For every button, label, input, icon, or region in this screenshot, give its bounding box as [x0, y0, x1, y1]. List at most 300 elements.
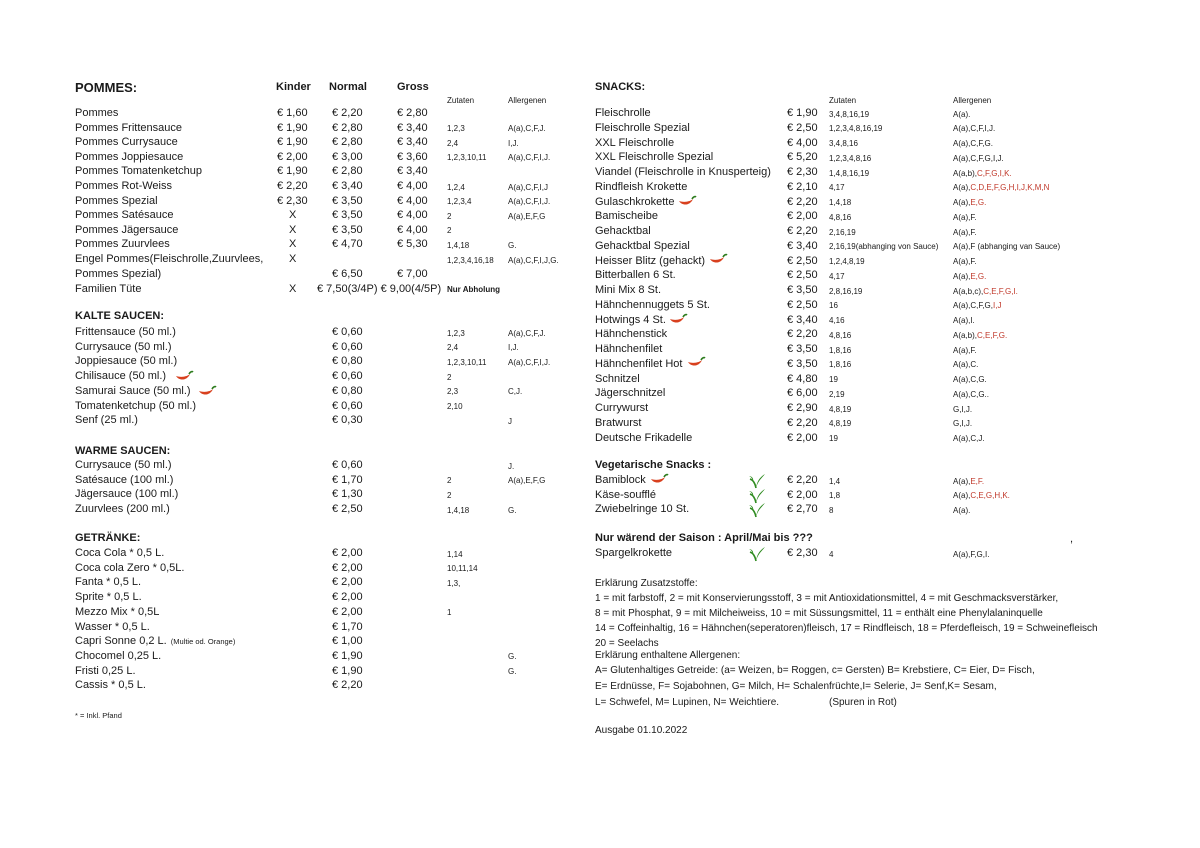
- pommes-item-zutaten: 1,2,3,4: [447, 197, 472, 207]
- kalte-sauce-zutaten: 1,2,3: [447, 328, 465, 338]
- kalte-sauce-name: Tomatenketchup (50 ml.): [75, 399, 197, 412]
- kalte-sauce-name: Samurai Sauce (50 ml.): [75, 384, 191, 397]
- veg-snack-allergenen-text: A(a),: [953, 476, 971, 486]
- snack-allergenen: [953, 391, 989, 399]
- snack-zutaten: 2,16,19(abhanging von Sauce): [829, 242, 939, 252]
- snack-price: € 5,20: [787, 151, 818, 164]
- getraenk-name: Sprite * 0,5 L.: [75, 591, 142, 604]
- snack-price: € 3,40: [787, 239, 818, 252]
- snack-price: € 2,50: [787, 269, 818, 282]
- snack-allergenen-text: A(a),C,G.: [953, 375, 987, 384]
- snack-price: € 2,20: [787, 225, 818, 237]
- snack-price: € 2,20: [787, 195, 818, 208]
- kalte-sauce-price: € 0,60: [332, 399, 363, 412]
- pommes-item-kinder-price: € 1,90: [277, 136, 308, 149]
- snack-name: Schnitzel: [595, 372, 640, 385]
- veg-snack-price: € 2,20: [787, 474, 818, 486]
- snack-price: € 2,00: [787, 431, 818, 444]
- pommes-title: POMMES:: [75, 80, 138, 95]
- pommes-item-zutaten: 1,2,3,4,16,18: [447, 255, 494, 265]
- pommes-item-gross-price: € 4,00: [397, 223, 428, 236]
- snack-allergenen-traces: C,F,G,I,K.: [977, 168, 1012, 178]
- snack-name: Hähnchenstick: [595, 328, 668, 341]
- getraenk-name: Coca cola Zero * 0,5L.: [75, 561, 185, 574]
- pommes-item-zutaten: 2,4: [447, 138, 459, 148]
- snack-allergenen: [953, 302, 1001, 310]
- warme-sauce-name: Satésauce (100 ml.): [75, 473, 174, 486]
- snack-allergenen: [953, 243, 1060, 251]
- pommes-item-normal-price: € 3,50: [332, 209, 363, 222]
- snack-allergenen-text: A(a),: [953, 271, 971, 281]
- snack-zutaten: 3,4,8,16,19: [829, 109, 870, 119]
- snack-name: Deutsche Frikadelle: [595, 431, 693, 444]
- veg-snack-name: Zwiebelringe 10 St.: [595, 503, 690, 516]
- getraenk-zutaten: 1,3,: [447, 578, 461, 588]
- pommes-item-name: Pommes Joppiesauce: [75, 150, 184, 163]
- getraenk-name: Cassis * 0,5 L.: [75, 679, 146, 692]
- pommes-item-name: Pommes: [75, 107, 119, 119]
- familien-kinder: X: [289, 283, 297, 296]
- warme-sauce-zutaten: 2: [447, 476, 452, 486]
- snack-zutaten: 19: [829, 375, 838, 384]
- allergenen-line: E= Erdnüsse, F= Sojabohnen, G= Milch, H= Schalenfrüchte,I= Selerie, J= Senf,K= Sesam,: [595, 681, 997, 692]
- pommes-item-name: Pommes Jägersauce: [75, 223, 179, 236]
- pommes-item-zutaten: 1,2,4: [447, 182, 465, 192]
- snack-allergenen: [953, 347, 977, 355]
- pommes-item-kinder-price: X: [289, 253, 297, 265]
- snack-allergenen: [953, 184, 1049, 192]
- spuren-note: (Spuren in Rot): [829, 697, 897, 708]
- getraenk-price: € 1,70: [332, 620, 363, 633]
- getraenk-zutaten: 10,11,14: [447, 564, 478, 574]
- getraenk-price: € 2,00: [332, 605, 363, 618]
- snack-zutaten: 1,2,4,8,19: [829, 257, 865, 266]
- snack-allergenen-text: A(a),: [953, 183, 971, 193]
- snack-price: € 2,50: [787, 254, 818, 267]
- snack-zutaten: 1,8,16: [829, 360, 852, 370]
- snack-allergenen-text: A(a),F.: [953, 212, 977, 222]
- snack-price: € 3,50: [787, 284, 818, 296]
- snack-zutaten: 4,8,16: [829, 212, 852, 222]
- kalte-sauce-allergenen: C,J.: [508, 387, 523, 397]
- getraenk-name: Wasser * 0,5 L.: [75, 620, 150, 633]
- snack-name: Gehacktbal Spezial: [595, 239, 690, 252]
- snack-allergenen-text: A(a),F.: [953, 257, 977, 266]
- kalte-sauce-name: Frittensauce (50 ml.): [75, 326, 176, 338]
- snack-allergenen-text: A(a),C,F,G,: [953, 301, 994, 311]
- chili-icon: [686, 356, 706, 368]
- veg-snack-allergenen: [953, 478, 984, 486]
- pommes-item-gross-price: € 3,40: [397, 136, 428, 149]
- warme-sauce-allergenen: A(a),E,F,G: [508, 476, 546, 486]
- kalte-sauce-price: € 0,60: [332, 340, 363, 353]
- pommes-item-gross-price: € 5,30: [397, 238, 428, 251]
- pommes-item-gross-price: € 3,40: [397, 121, 428, 134]
- getraenk-zutaten: 1,14: [447, 549, 463, 559]
- snack-allergenen: [953, 140, 993, 148]
- snack-price: € 2,90: [787, 402, 818, 414]
- snack-zutaten: 3,4,8,16: [829, 139, 858, 148]
- warme-sauce-allergenen: G.: [508, 505, 517, 515]
- saison-snack-name: Spargelkrokette: [595, 547, 673, 559]
- pommes-item-kinder-price: € 1,90: [277, 165, 308, 178]
- snack-price: € 4,00: [787, 136, 818, 149]
- saison-snack-zutaten: 4: [829, 549, 834, 559]
- snack-price: € 2,00: [787, 210, 818, 223]
- veg-snack-allergenen: [953, 492, 1010, 500]
- snack-allergenen-traces: I,J: [993, 301, 1002, 311]
- snack-allergenen: [953, 155, 1004, 163]
- warme-sauce-name: Zuurvlees (200 ml.): [75, 503, 170, 516]
- snack-name: Fleischrolle Spezial: [595, 121, 690, 134]
- pommes-item-normal-price: € 2,80: [332, 136, 363, 149]
- snack-zutaten: 1,4,8,16,19: [829, 168, 870, 178]
- snack-allergenen-text: A(a),C,F,G.: [953, 139, 994, 148]
- kalte-sauce-name: Chilisauce (50 ml.): [75, 370, 167, 383]
- snack-price: € 3,40: [787, 313, 818, 326]
- pommes-item-name: Pommes Currysauce: [75, 136, 178, 149]
- getraenke-title: GETRÄNKE:: [75, 532, 141, 544]
- pommes-item-kinder-price: € 2,20: [277, 180, 308, 192]
- snack-name: Rindfleish Krokette: [595, 180, 688, 193]
- pommes-item-allergenen: A(a),C,F,I,J.: [508, 197, 551, 207]
- snack-allergenen: [953, 406, 972, 414]
- pommes-item-normal-price: € 3,00: [332, 150, 363, 163]
- pommes-item-allergenen: A(a),C,F,I,J: [508, 182, 549, 192]
- saison-snack-allergenen: [953, 551, 989, 559]
- snack-allergenen: [953, 420, 972, 428]
- snack-name: Bitterballen 6 St.: [595, 269, 676, 282]
- snack-allergenen-text: A(a),C,F,I,J.: [953, 124, 996, 134]
- veg-snack-price: € 2,70: [787, 503, 818, 516]
- snack-allergenen-traces: E,G.: [970, 271, 987, 281]
- snack-price: € 2,30: [787, 166, 818, 178]
- veg-snack-allergenen-traces: E,F.: [970, 476, 985, 486]
- pommes-item-gross-price: € 4,00: [397, 180, 428, 192]
- getraenk-zutaten: 1: [447, 608, 452, 618]
- pommes-item-normal-price: € 2,80: [332, 165, 363, 178]
- chili-icon: [708, 253, 728, 265]
- snack-allergenen-traces: C,E,F,G,I.: [983, 286, 1018, 296]
- ausgabe-date: Ausgabe 01.10.2022: [595, 725, 688, 736]
- footnote-pfand: * = Inkl. Pfand: [75, 711, 122, 720]
- getraenk-name: Coca Cola * 0,5 L.: [75, 547, 165, 559]
- veg-snack-name: Käse-soufflé: [595, 488, 656, 501]
- zusatzstoffe-title: Erklärung Zusatzstoffe:: [595, 578, 698, 589]
- snack-name: Gulaschkrokette: [595, 195, 675, 208]
- pommes-item-name: Pommes Satésauce: [75, 209, 174, 222]
- getraenk-price: € 1,00: [332, 635, 363, 648]
- kalte-sauce-allergenen: J: [508, 416, 512, 426]
- snack-allergenen: [953, 111, 970, 119]
- pommes-item-kinder-price: € 1,90: [277, 121, 308, 134]
- snack-allergenen-text: A(a),C,F,G,I,J.: [953, 153, 1004, 163]
- kalte-sauce-allergenen: A(a),C,F,I,J.: [508, 357, 551, 367]
- snack-name: Bamischeibe: [595, 210, 658, 223]
- warme-sauce-price: € 2,50: [332, 503, 363, 516]
- snack-allergenen-text: A(a,b),: [953, 168, 978, 178]
- pommes-item-name: Pommes Zuurvlees: [75, 238, 170, 251]
- snack-price: € 2,20: [787, 328, 818, 341]
- kalte-sauce-zutaten: 1,2,3,10,11: [447, 357, 487, 367]
- snack-allergenen-text: A(a),F (abhanging van Sauce): [953, 242, 1061, 252]
- pommes-item-allergenen: A(a),C,F,I,J,G.: [508, 255, 559, 265]
- snack-allergenen-traces: C,E,F,G.: [977, 330, 1008, 340]
- warme-sauce-zutaten: 2: [447, 490, 452, 500]
- snack-price: € 3,50: [787, 357, 818, 370]
- snack-allergenen: [953, 258, 977, 266]
- pommes-item-kinder-price: € 1,60: [277, 107, 308, 119]
- pommes-item-normal-price: € 4,70: [332, 238, 363, 251]
- warme-sauce-allergenen: J.: [508, 461, 515, 471]
- chili-icon: [649, 473, 669, 485]
- getraenk-label: Capri Sonne 0,2 L.: [75, 635, 167, 648]
- snack-zutaten: 4,8,16: [829, 330, 852, 340]
- kalte-sauce-allergenen: A(a),C,F,J.: [508, 328, 546, 338]
- getraenk-allergenen: G.: [508, 667, 517, 677]
- kalte-sauce-zutaten: 2,10: [447, 402, 463, 411]
- snack-name: XXL Fleischrolle Spezial: [595, 151, 714, 164]
- warme-sauce-price: € 1,70: [332, 473, 363, 486]
- getraenk-price: € 2,00: [332, 591, 363, 604]
- pommes-item-name: Pommes Spezial: [75, 194, 158, 207]
- snack-name: Jägerschnitzel: [595, 387, 666, 400]
- getraenk-price: € 1,90: [332, 664, 363, 677]
- snack-allergenen-text: A(a),F.: [953, 345, 977, 355]
- snack-allergenen: [953, 214, 977, 222]
- snack-zutaten: 16: [829, 301, 838, 311]
- snack-price: € 2,50: [787, 121, 818, 134]
- snack-zutaten: 2,8,16,19: [829, 286, 863, 296]
- snack-allergenen-text: A(a).: [953, 109, 971, 119]
- getraenk-name: Mezzo Mix * 0,5L: [75, 605, 160, 618]
- saison-title: Nur wärend der Saison : April/Mai bis ???: [595, 532, 813, 544]
- getraenk-variant: (Multie od. Orange): [170, 637, 236, 647]
- pommes-item-gross-price: € 7,00: [397, 267, 428, 280]
- snack-name: Bratwurst: [595, 416, 642, 429]
- getraenk-name: [75, 636, 235, 647]
- vegetarische-title: Vegetarische Snacks :: [595, 459, 712, 471]
- col-normal-header: Normal: [329, 81, 367, 93]
- snack-zutaten: 4,16: [829, 316, 845, 325]
- pommes-item-name: Pommes Frittensauce: [75, 121, 182, 134]
- snack-allergenen-traces: C,D,E,F,G,H,I,J,K,M,N: [970, 183, 1050, 193]
- snack-allergenen-text: G,I,J.: [953, 404, 973, 414]
- pommes-item-normal-price: € 2,80: [332, 121, 363, 134]
- snack-price: € 3,50: [787, 343, 818, 355]
- pommes-item-zutaten: 1,2,3,10,11: [447, 153, 487, 163]
- snack-zutaten: 4,17: [829, 183, 845, 193]
- pommes-item-name: Pommes Tomatenketchup: [75, 165, 202, 178]
- snacks-col-zutaten-header: Zutaten: [829, 96, 857, 105]
- kalte-sauce-zutaten: 2: [447, 372, 452, 382]
- pommes-item-allergenen: G.: [508, 240, 517, 250]
- snack-allergenen: [953, 332, 1007, 340]
- snack-allergenen-traces: E,G.: [970, 198, 987, 207]
- snack-allergenen: [953, 435, 985, 443]
- getraenk-price: € 1,90: [332, 649, 363, 662]
- snack-name: Mini Mix 8 St.: [595, 284, 662, 296]
- chili-icon: [668, 313, 688, 325]
- veg-snack-allergenen: [953, 507, 970, 515]
- pommes-item-gross-price: € 2,80: [397, 107, 428, 119]
- snack-allergenen-text: A(a),C.: [953, 360, 979, 370]
- snack-name: Hähnchenfilet: [595, 343, 663, 355]
- snack-allergenen: [953, 273, 986, 281]
- warme-sauce-zutaten: 1,4,18: [447, 505, 470, 515]
- snack-name: Hähnchennuggets 5 St.: [595, 298, 710, 311]
- warme-sauce-price: € 1,30: [332, 488, 363, 501]
- snack-price: € 1,90: [787, 107, 818, 119]
- kalte-sauce-allergenen: I,J.: [508, 343, 519, 353]
- kalte-sauce-zutaten: 2,3: [447, 387, 459, 397]
- snack-allergenen: [953, 361, 978, 369]
- snack-allergenen: [953, 317, 975, 325]
- snacks-col-allergenen-header: Allergenen: [953, 96, 992, 105]
- snack-name: Hähnchenfilet Hot: [595, 357, 683, 370]
- snack-price: € 6,00: [787, 387, 818, 400]
- pommes-item-zutaten: 1,2,3: [447, 124, 465, 134]
- leaf-icon: [748, 502, 766, 518]
- pommes-item-gross-price: € 3,60: [397, 150, 428, 163]
- kalte-sauce-name: Joppiesauce (50 ml.): [75, 355, 178, 368]
- snack-allergenen: [953, 125, 995, 133]
- chili-icon: [677, 195, 697, 207]
- zusatzstoffe-line: 8 = mit Phosphat, 9 = mit Milcheiweiss, 10 = mit Süssungsmittel, 11 = enthält eine Phenylalaninquelle: [595, 608, 1043, 619]
- snacks-title: SNACKS:: [595, 81, 646, 93]
- col-gross-header: Gross: [397, 81, 429, 93]
- pommes-item-kinder-price: X: [289, 223, 297, 236]
- snack-name: Heisser Blitz (gehackt): [595, 254, 706, 267]
- pommes-item-normal-price: € 3,50: [332, 194, 363, 207]
- snack-allergenen-text: A(a),: [953, 198, 971, 207]
- snack-price: € 2,50: [787, 298, 818, 311]
- kalte-sauce-name: Senf (25 ml.): [75, 414, 138, 427]
- familien-prices: € 7,50(3/4P) € 9,00(4/5P): [317, 283, 442, 296]
- snack-name: Fleischrolle: [595, 107, 651, 119]
- snack-allergenen-text: A(a),C,J.: [953, 434, 985, 443]
- snack-zutaten: 1,2,3,4,8,16: [829, 153, 872, 163]
- snack-name: Currywurst: [595, 402, 649, 414]
- veg-snack-zutaten: 1,8: [829, 491, 841, 501]
- pommes-item-kinder-price: € 2,00: [277, 150, 308, 163]
- veg-snack-zutaten: 8: [829, 505, 834, 515]
- snack-allergenen-text: G,I,J.: [953, 419, 973, 429]
- pommes-item-gross-price: € 4,00: [397, 209, 428, 222]
- veg-snack-allergenen-text: A(a).: [953, 505, 971, 515]
- familien-note: Nur Abholung: [447, 285, 501, 295]
- snack-zutaten: 1,8,16: [829, 345, 852, 355]
- warme-sauce-price: € 0,60: [332, 459, 363, 471]
- snack-allergenen-text: A(a,b),: [953, 330, 978, 340]
- pommes-item-allergenen: A(a),C,F,J.: [508, 124, 546, 134]
- col-kinder-header: Kinder: [276, 81, 311, 93]
- snack-price: € 2,20: [787, 416, 818, 429]
- leaf-icon: [748, 546, 766, 562]
- saison-comma: ,: [1070, 533, 1074, 545]
- snack-name: Viandel (Fleischrolle in Knusperteig): [595, 166, 771, 178]
- snack-name: Hotwings 4 St.: [595, 313, 666, 326]
- zusatzstoffe-line: 14 = Coffeinhaltig, 16 = Hähnchen(seperatoren)fleisch, 17 = Rindfleisch, 18 = Pferdefleisch, 19 = Schweinefleisch: [595, 623, 1098, 634]
- chili-icon: [174, 370, 194, 382]
- pommes-item-gross-price: € 3,40: [397, 165, 428, 178]
- pommes-item-gross-price: € 4,00: [397, 194, 428, 207]
- pommes-item-name: Pommes Rot-Weiss: [75, 180, 172, 192]
- pommes-item-zutaten: 2: [447, 226, 452, 236]
- getraenk-price: € 2,20: [332, 679, 363, 692]
- leaf-icon: [748, 473, 766, 489]
- getraenk-allergenen: G.: [508, 652, 517, 662]
- pommes-item-allergenen: A(a),C,F,I,J.: [508, 153, 551, 163]
- snack-name: XXL Fleischrolle: [595, 136, 675, 149]
- getraenk-price: € 2,00: [332, 576, 363, 589]
- kalte-sauce-price: € 0,80: [332, 355, 363, 368]
- snack-zutaten: 4,8,19: [829, 404, 852, 414]
- leaf-icon: [748, 488, 766, 504]
- pommes-item-kinder-price: X: [289, 209, 297, 222]
- pommes-item-name: Pommes Spezial): [75, 267, 162, 280]
- snack-zutaten: 4,17: [829, 271, 845, 281]
- snack-allergenen-text: A(a),I.: [953, 316, 975, 325]
- kalte-sauce-price: € 0,30: [332, 414, 363, 427]
- snack-allergenen-text: A(a),C,G..: [953, 389, 990, 399]
- pommes-item-normal-price: € 6,50: [332, 267, 363, 280]
- snack-zutaten: 4,8,19: [829, 419, 852, 429]
- snack-zutaten: 2,19: [829, 389, 845, 399]
- allergenen-line: A= Glutenhaltiges Getreide: (a= Weizen, b= Roggen, c= Gersten) B= Krebstiere, C= Eier, D= Fisch,: [595, 665, 1035, 676]
- veg-snack-name: Bamiblock: [595, 474, 646, 486]
- kalte-sauce-name: Currysauce (50 ml.): [75, 340, 172, 353]
- kalte-sauce-price: € 0,60: [332, 326, 363, 338]
- pommes-item-zutaten: 2: [447, 211, 452, 221]
- kalte-sauce-price: € 0,80: [332, 384, 363, 397]
- snack-allergenen: [953, 288, 1018, 296]
- kalte-saucen-title: KALTE SAUCEN:: [75, 310, 165, 322]
- pommes-item-kinder-price: € 2,30: [277, 194, 308, 207]
- snack-allergenen-text: A(a,b,c),: [953, 286, 984, 296]
- snack-allergenen: [953, 170, 1012, 178]
- saison-snack-allergenen-text: A(a),F,G,I.: [953, 549, 990, 559]
- getraenk-price: € 2,00: [332, 561, 363, 574]
- pommes-item-name: Engel Pommes(Fleischrolle,Zuurvlees,: [75, 253, 264, 265]
- pommes-item-kinder-price: X: [289, 238, 297, 251]
- familien-name: Familien Tüte: [75, 283, 142, 296]
- veg-snack-price: € 2,00: [787, 488, 818, 501]
- warme-sauce-name: Jägersauce (100 ml.): [75, 488, 179, 501]
- getraenk-name: Fanta * 0,5 L.: [75, 576, 142, 589]
- snack-allergenen-text: A(a),F.: [953, 227, 977, 237]
- snack-allergenen: [953, 376, 987, 384]
- zusatzstoffe-line: 1 = mit farbstoff, 2 = mit Konservierungsstoff, 3 = mit Antioxidationsmittel, 4 = mit Geschmacksverstärker,: [595, 593, 1059, 604]
- snack-zutaten: 2,16,19: [829, 227, 856, 237]
- snack-price: € 4,80: [787, 372, 818, 385]
- kalte-sauce-zutaten: 2,4: [447, 343, 459, 353]
- veg-snack-allergenen-text: A(a),: [953, 491, 971, 501]
- snack-zutaten: 1,2,3,4,8,16,19: [829, 124, 883, 134]
- snack-allergenen: [953, 199, 986, 207]
- pommes-item-normal-price: € 2,20: [332, 107, 363, 119]
- veg-snack-zutaten: 1,4: [829, 476, 841, 486]
- kalte-sauce-price: € 0,60: [332, 370, 363, 383]
- allergenen-title: Erklärung enthaltene Allergenen:: [595, 650, 741, 661]
- pommes-item-allergenen: I,J.: [508, 138, 519, 148]
- snack-name: Gehacktbal: [595, 225, 651, 237]
- warme-sauce-name: Currysauce (50 ml.): [75, 459, 172, 471]
- chili-icon: [197, 385, 217, 397]
- saison-snack-price: € 2,30: [787, 547, 818, 559]
- getraenk-price: € 2,00: [332, 547, 363, 559]
- col-allergenen-header: Allergenen: [508, 96, 547, 105]
